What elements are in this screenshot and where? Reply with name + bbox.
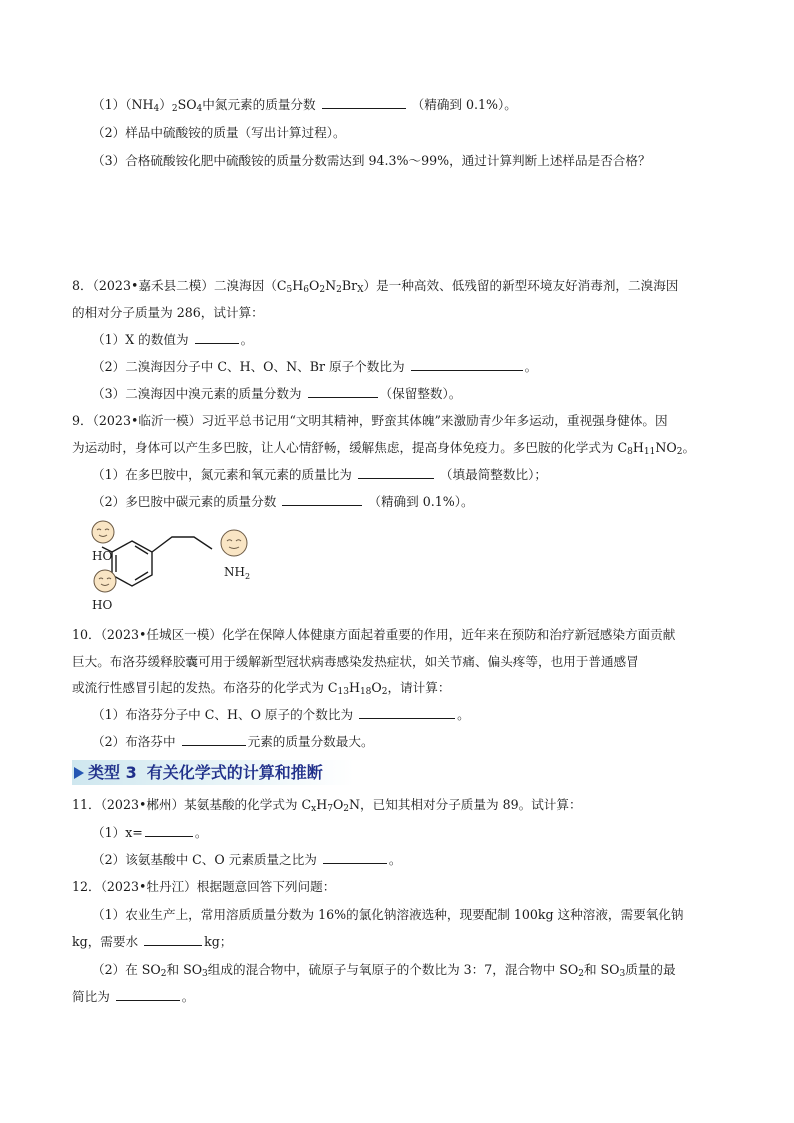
q12-line1: 12．（2023•牡丹江）根据题意回答下列问题： xyxy=(72,879,336,894)
q8-part3 xyxy=(92,386,461,402)
dopamine-structure xyxy=(84,515,264,615)
sub: 2 xyxy=(676,447,683,457)
text: （2）该氨基酸中 C、O 元素质量之比为 xyxy=(92,852,317,867)
sub: 11 xyxy=(643,447,656,457)
text: N，已知其相对分子质量为 89。试计算： xyxy=(349,797,582,812)
text: O xyxy=(332,797,344,812)
nh2-label xyxy=(224,565,250,581)
answer-blank[interactable] xyxy=(322,97,406,109)
text: N xyxy=(325,278,337,293)
text: 和 SO xyxy=(166,962,203,977)
text: （3）二溴海因中溴元素的质量分数为 xyxy=(92,386,302,401)
text: ）是一种高效、低残留的新型环境友好消毒剂，二溴海因 xyxy=(363,278,679,293)
sub: 4 xyxy=(196,104,203,114)
text: H xyxy=(348,680,360,695)
text: ，请计算： xyxy=(387,680,451,695)
sub: 2 xyxy=(171,104,178,114)
sub: 18 xyxy=(359,687,372,697)
text: 简比为 xyxy=(72,989,110,1004)
text: 。 xyxy=(240,332,254,347)
smiley-face-icon xyxy=(221,530,247,556)
text: （2）在 SO xyxy=(92,962,161,977)
nh-text: NH xyxy=(224,565,245,579)
q9-line1: 9．（2023•临沂一模）习近平总书记用“文明其精神，野蛮其体魄”来激励青少年多运动，重视强身健体。因 xyxy=(72,413,668,428)
section-header xyxy=(72,760,354,785)
q7-p1-text: （1）（NH xyxy=(92,97,154,112)
side-chain xyxy=(152,537,212,552)
sub: 4 xyxy=(153,104,160,114)
ho-label: HO xyxy=(92,549,113,563)
text: 8．（2023•嘉禾县二模）二溴海因（C xyxy=(72,278,287,293)
q8-line2: 的相对分子质量为 286，试计算： xyxy=(72,305,264,320)
answer-blank[interactable] xyxy=(323,852,387,864)
text: （2）二溴海因分子中 C、H、O、N、Br 原子个数比为 xyxy=(92,359,405,374)
text: 。 xyxy=(682,440,696,455)
sub: 2 xyxy=(336,285,342,295)
answer-blank[interactable] xyxy=(195,332,239,344)
q9-line2 xyxy=(72,440,695,456)
section-type-label: 类型 3 xyxy=(88,763,137,782)
q11-part1 xyxy=(92,825,207,841)
sub: 2 xyxy=(343,804,350,814)
text: H xyxy=(316,797,328,812)
q8-part2 xyxy=(92,359,537,375)
text: （填最简整数比）； xyxy=(439,467,547,482)
text: （精确到 0.1%）。 xyxy=(411,97,517,112)
text: （精确到 0.1%）。 xyxy=(368,494,474,509)
answer-blank[interactable] xyxy=(145,825,193,837)
q12-part2-line1 xyxy=(92,962,676,978)
text: ） xyxy=(159,97,172,112)
text: （2）布洛芬中 xyxy=(92,734,176,749)
triangle-icon xyxy=(74,767,84,779)
sub: X xyxy=(357,285,364,295)
ho-label: HO xyxy=(92,598,113,612)
answer-blank[interactable] xyxy=(308,386,378,398)
text: 元素的质量分数最大。 xyxy=(247,734,374,749)
text: 或流行性感冒引起的发热。布洛芬的化学式为 C xyxy=(72,680,338,695)
sub: 2 xyxy=(381,687,388,697)
text: （2）多巴胺中碳元素的质量分数 xyxy=(92,494,277,509)
sub: 2 xyxy=(160,969,167,979)
text: 。 xyxy=(524,359,538,374)
text: O xyxy=(371,680,382,695)
answer-blank[interactable] xyxy=(282,494,362,506)
text: SO xyxy=(177,97,197,112)
text: 。 xyxy=(181,989,195,1004)
text: （1）在多巴胺中，氮元素和氧元素的质量比为 xyxy=(92,467,352,482)
text: （1）x= xyxy=(92,825,143,840)
ring-shape xyxy=(112,541,152,586)
q8-part1 xyxy=(92,332,253,348)
text: H xyxy=(292,278,304,293)
q7-part3: （3）合格硫酸铵化肥中硫酸铵的质量分数需达到 94.3%～99%，通过计算判断上述样品是否合格？ xyxy=(92,153,651,168)
q7-part1 xyxy=(92,97,517,113)
text: kg； xyxy=(204,934,233,949)
text: 。 xyxy=(457,707,470,722)
q10-part2 xyxy=(92,734,374,750)
smiley-face-icon xyxy=(92,521,114,543)
answer-blank[interactable] xyxy=(359,707,455,719)
sub: 5 xyxy=(286,285,293,295)
q11-part2 xyxy=(92,852,402,868)
q11-line1 xyxy=(72,797,582,813)
q7-part2: （2）样品中硫酸铵的质量（写出计算过程）。 xyxy=(92,125,346,140)
text: H xyxy=(632,440,644,455)
q12-part2-line2 xyxy=(72,989,194,1005)
text: 质量的最 xyxy=(625,962,676,977)
sub: 2 xyxy=(319,285,326,295)
sub: 3 xyxy=(619,969,626,979)
sub: 2 xyxy=(578,969,584,979)
text: 组成的混合物中，硫原子与氧原子的个数比为 3：7，混合物中 SO xyxy=(207,962,579,977)
benzene-ring xyxy=(102,537,212,586)
text: Br xyxy=(341,278,358,293)
q10-line1: 10．（2023•任城区一模）化学在保障人体健康方面起着重要的作用，近年来在预防和治疗新冠感染方面贡献 xyxy=(72,627,676,642)
text: kg，需要水 xyxy=(72,934,139,949)
q12-part1-line1: （1）农业生产上，常用溶质质量分数为 16%的氯化钠溶液选种，现要配制 100kg 这种溶液，需要氧化钠 xyxy=(92,907,684,922)
q10-line3 xyxy=(72,680,450,696)
text: O xyxy=(309,278,320,293)
q10-line2: 巨大。布洛芬缓释胶囊可用于缓解新型冠状病毒感染发热症状，如关节痛、偏头疼等，也用于普通感冒 xyxy=(72,654,639,669)
text: （1）X 的数值为 xyxy=(92,332,189,347)
text: 11．（2023•郴州）某氨基酸的化学式为 C xyxy=(72,797,312,812)
q9-part2 xyxy=(92,494,474,510)
text: NO xyxy=(655,440,677,455)
answer-blank[interactable] xyxy=(116,989,180,1001)
sub: x xyxy=(311,804,317,814)
sub: 8 xyxy=(627,447,633,457)
text: 为运动时，身体可以产生多巴胺，让人心情舒畅，缓解焦虑，提高身体免疫力。多巴胺的化学式为 C xyxy=(72,440,628,455)
answer-blank[interactable] xyxy=(411,359,523,371)
answer-blank[interactable] xyxy=(182,734,246,746)
q10-part1 xyxy=(92,707,470,723)
smiley-face-icon xyxy=(94,570,116,592)
text: （保留整数）。 xyxy=(379,386,462,401)
answer-blank[interactable] xyxy=(358,467,434,479)
q9-part1 xyxy=(72,467,547,483)
sub: 7 xyxy=(327,804,333,814)
text: （1）布洛芬分子中 C、H、O 原子的个数比为 xyxy=(92,707,354,722)
section-title: 有关化学式的计算和推断 xyxy=(146,763,323,782)
sub: 13 xyxy=(337,687,349,697)
sub: 6 xyxy=(303,285,309,295)
answer-blank[interactable] xyxy=(144,934,202,946)
text: 。 xyxy=(388,852,402,867)
double-bond xyxy=(135,546,148,554)
q12-part1-line2 xyxy=(72,934,232,950)
nh-sub: 2 xyxy=(244,572,251,581)
text: 。 xyxy=(194,825,208,840)
text: 和 SO xyxy=(583,962,620,977)
sub: 3 xyxy=(202,969,208,979)
q8-line1 xyxy=(72,278,678,294)
text: 中氮元素的质量分数 xyxy=(202,97,316,112)
